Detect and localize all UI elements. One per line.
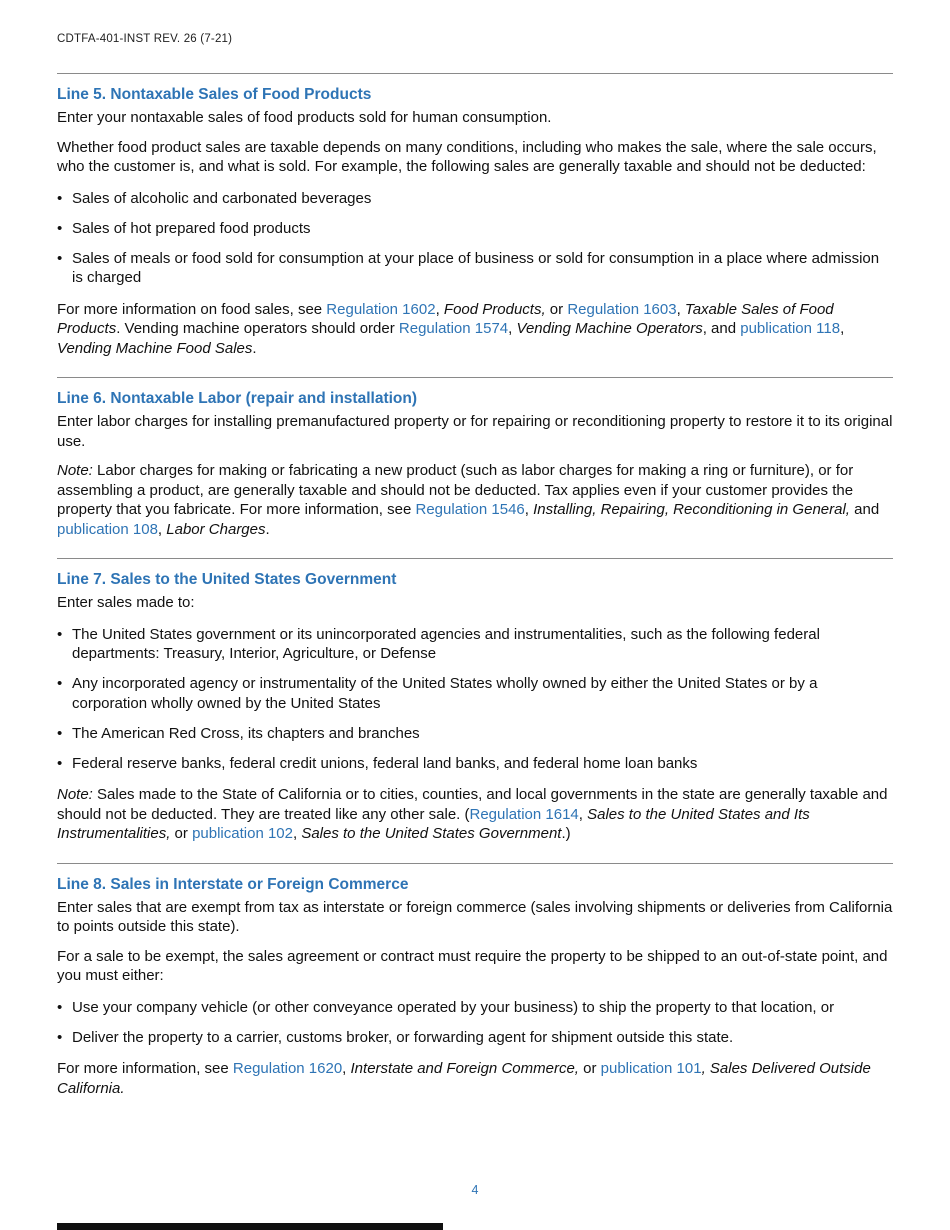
inline-link[interactable]: Regulation 1603 xyxy=(567,300,677,318)
section-heading: Line 7. Sales to the United States Government xyxy=(57,571,397,588)
inline-link[interactable]: Regulation 1620 xyxy=(232,1060,343,1077)
paragraph xyxy=(57,947,893,986)
italic-text: Sales Delivered Outside California. xyxy=(57,1060,871,1097)
paragraph xyxy=(57,593,893,613)
text-run: , xyxy=(157,520,167,538)
italic-text: Taxable Sales of Food Products xyxy=(57,300,834,337)
text-run: Enter sales that are exempt from tax as interstate or foreign commerce (sales involving shipments or deliveries from California to points outside this state). xyxy=(57,898,893,935)
paragraph xyxy=(57,898,893,937)
inline-link[interactable]: publication 102 xyxy=(192,825,293,842)
italic-text: , xyxy=(701,1060,710,1077)
inline-link[interactable]: Regulation 1602 xyxy=(326,300,436,318)
text-run: Enter sales made to: xyxy=(57,594,195,611)
paragraph xyxy=(57,461,893,539)
bullet-item: • Use your company vehicle (or other conveyance operated by your business) to ship the property to that location, or xyxy=(57,998,893,1018)
paragraph xyxy=(57,300,893,359)
text-run: . xyxy=(265,520,270,538)
italic-text: Sales to the United States and Its Instrumentalities, xyxy=(57,805,810,842)
italic-text: Vending Machine Food Sales xyxy=(57,339,253,357)
text-run: , xyxy=(292,825,302,842)
text-run: Sales made to the State of California or to cities, counties, and local governments in the state are generally taxable and should not be deducted. They are treated like any other sale. ( xyxy=(57,786,888,823)
italic-text: Food Products, xyxy=(443,300,550,318)
sections xyxy=(57,73,893,1098)
text-run: , xyxy=(435,300,444,318)
inline-link[interactable]: publication 101 xyxy=(600,1060,702,1077)
bullet-item: • Deliver the property to a carrier, customs broker, or forwarding agent for shipment outside this state. xyxy=(57,1028,893,1048)
inline-link[interactable]: Regulation 1574 xyxy=(398,320,509,337)
bullet-item: • Sales of alcoholic and carbonated beverages xyxy=(57,189,893,209)
bullet-item: • Any incorporated agency or instrumentality of the United States wholly owned by either the United States or by a corporation wholly owned by the United States xyxy=(57,674,893,713)
italic-text: Note: xyxy=(57,786,98,803)
page-number: 4 xyxy=(471,1183,479,1197)
bullet-item: • The United States government or its unincorporated agencies and instrumentalities, such as the following federal departments: Treasury, Interior, Agriculture, or Defense xyxy=(57,625,893,664)
text-run: For more information, see xyxy=(57,1060,233,1077)
italic-text: Note: xyxy=(57,462,98,479)
text-run: , xyxy=(840,320,845,337)
text-run: or xyxy=(583,1060,601,1077)
italic-text: Installing, Repairing, Reconditioning in General, xyxy=(533,501,850,518)
section-divider xyxy=(57,377,893,378)
section-divider xyxy=(57,863,893,864)
italic-text: Interstate and Foreign Commerce, xyxy=(350,1060,584,1077)
inline-link[interactable]: Regulation 1546 xyxy=(415,501,525,518)
text-run: Enter labor charges for installing premanufactured property or for repairing or reconditioning property to restore it to its original use. xyxy=(57,413,893,450)
text-run: and xyxy=(849,501,880,518)
text-run: Labor charges for making or fabricating a new product (such as labor charges for making a ring or furniture), or for assembling a product, are generally taxable and should not be deducted. Tax applies even if your customer provides the property that you fabricate. For more information, see xyxy=(57,462,854,518)
paragraph xyxy=(57,412,893,451)
italic-text: Labor Charges xyxy=(166,520,266,538)
section-heading: Line 6. Nontaxable Labor (repair and installation) xyxy=(57,390,418,407)
section-heading: Line 8. Sales in Interstate or Foreign Commerce xyxy=(57,875,409,893)
next-page-edge xyxy=(57,1223,443,1230)
inline-link[interactable]: publication 118 xyxy=(740,320,841,337)
text-run: , xyxy=(524,501,534,518)
section xyxy=(57,863,893,1099)
bullet-item: • Sales of hot prepared food products xyxy=(57,219,893,239)
text-run: , and xyxy=(702,320,741,337)
inline-link[interactable]: Regulation 1614 xyxy=(469,805,579,823)
section-heading: Line 5. Nontaxable Sales of Food Products xyxy=(57,86,372,103)
text-run: Whether food product sales are taxable depends on many conditions, including who makes the sale, where the sale occurs, who the customer is, and what is sold. For example, the following sales are generally taxable and should not be deducted: xyxy=(57,138,877,175)
text-run: Enter your nontaxable sales of food products sold for human consumption. xyxy=(57,109,552,126)
bullet-item: • The American Red Cross, its chapters and branches xyxy=(57,724,893,744)
section-divider xyxy=(57,558,893,559)
text-run: . xyxy=(252,339,257,357)
text-run: For a sale to be exempt, the sales agreement or contract must require the property to be shipped to an out-of-state point, and you must either: xyxy=(57,947,888,984)
text-run: , xyxy=(508,320,517,337)
bullet-item: • Sales of meals or food sold for consumption at your place of business or sold for consumption in a place where admission is charged xyxy=(57,249,893,288)
paragraph xyxy=(57,1059,893,1098)
section xyxy=(57,73,893,358)
text-run: For more information on food sales, see xyxy=(57,300,327,318)
text-run: .) xyxy=(561,825,571,842)
document-id: CDTFA-401-INST REV. 26 (7-21) xyxy=(57,33,233,45)
text-run: , xyxy=(676,300,685,318)
paragraph xyxy=(57,138,893,177)
text-run: , xyxy=(342,1060,351,1077)
section xyxy=(57,558,893,844)
section xyxy=(57,377,893,539)
text-run: , xyxy=(578,805,588,823)
bullet-list xyxy=(57,998,893,1048)
bullet-item: • Federal reserve banks, federal credit unions, federal land banks, and federal home loan banks xyxy=(57,754,893,774)
section-divider xyxy=(57,73,893,74)
paragraph xyxy=(57,108,893,128)
text-run: or xyxy=(549,300,568,318)
bullet-list xyxy=(57,625,893,774)
bullet-list xyxy=(57,189,893,288)
italic-text: Sales to the United States Government xyxy=(301,825,562,842)
inline-link[interactable]: publication 108 xyxy=(57,520,158,538)
text-run: . Vending machine operators should order xyxy=(116,320,399,337)
text-run: or xyxy=(174,825,193,842)
italic-text: Vending Machine Operators xyxy=(516,320,703,337)
paragraph xyxy=(57,785,893,844)
